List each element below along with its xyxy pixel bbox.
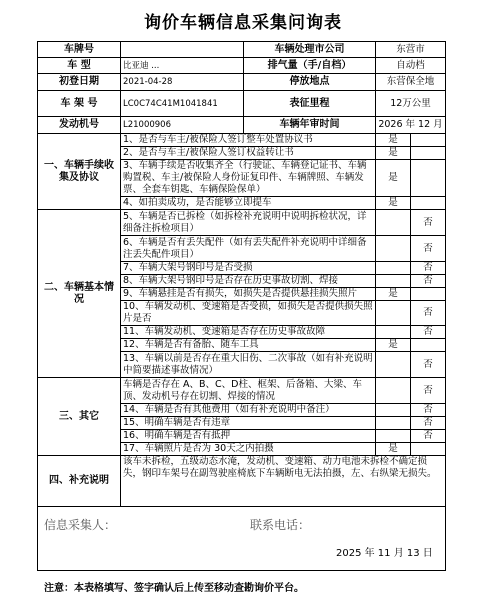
engine-label: 发动机号 bbox=[38, 117, 121, 134]
inspect-value: 2026 年 12 月 bbox=[376, 117, 446, 134]
section-title-4: 四、补充说明 bbox=[38, 456, 121, 507]
item-question: 7、车辆大架号钢印号是否受损 bbox=[121, 262, 376, 275]
item-no: 否 bbox=[411, 430, 446, 443]
item-question: 10、车辆发动机、变速箱是否受损，如损失是否提供损失照片是否 bbox=[121, 301, 376, 326]
item-yes bbox=[376, 210, 411, 236]
signature-cell bbox=[38, 507, 446, 571]
vin-value: LC0C74C41M1041841 bbox=[121, 91, 244, 117]
parking-label: 停放地点 bbox=[244, 74, 376, 91]
parking-value: 东营保全地 bbox=[376, 74, 446, 91]
item-yes bbox=[376, 430, 411, 443]
item-yes: 是 bbox=[376, 197, 411, 210]
item-yes: 是 bbox=[376, 160, 411, 197]
item-no: 否 bbox=[411, 326, 446, 339]
item-no bbox=[411, 443, 446, 456]
item-yes: 是 bbox=[376, 443, 411, 456]
footer-note: 注意：本表格填写、签字确认后上传至移动查勘询价平台。 bbox=[44, 583, 304, 594]
item-question: 车辆是否存在 A、B、C、D柱、框架、后备箱、大梁、车顶、发动机号存在切割、焊接的情况 bbox=[121, 378, 376, 404]
item-question: 11、车辆发动机、变速箱是否存在历史事故故障 bbox=[121, 326, 376, 339]
item-question: 16、明确车辆是否有抵押 bbox=[121, 430, 376, 443]
item-yes bbox=[376, 404, 411, 417]
item-no: 否 bbox=[411, 275, 446, 288]
item-no: 否 bbox=[411, 352, 446, 378]
header-row-plate bbox=[38, 42, 446, 58]
header-row-regdate bbox=[38, 74, 446, 91]
item-yes bbox=[376, 326, 411, 339]
inspect-label: 车辆年审时间 bbox=[244, 117, 376, 134]
item-yes bbox=[376, 301, 411, 326]
item-yes bbox=[376, 352, 411, 378]
item-question: 5、车辆是否已拆检（如拆检补充说明中说明拆检状况，详细备注拆检项目） bbox=[121, 210, 376, 236]
item-question: 3、车辆手续是否收集齐全（行驶证、车辆登记证书、车辆购置税、车主/被保险人身份证复印件、车辆牌照、车辆发票、全套车钥匙、车辆保险保单） bbox=[121, 160, 376, 197]
mileage-label: 表征里程 bbox=[244, 91, 376, 117]
inquiry-table bbox=[37, 41, 446, 571]
item-question: 13、车辆以前是否存在重大旧伤、二次事故（如有补充说明中简要描述事故情况） bbox=[121, 352, 376, 378]
item-question: 12、车辆是否有备胎、随车工具 bbox=[121, 339, 376, 352]
item-question: 15、明确车辆是否有违章 bbox=[121, 417, 376, 430]
item-question: 9、车辆悬挂是否有损失，如损失是否提供悬挂损失照片 bbox=[121, 288, 376, 301]
header-row-engine bbox=[38, 117, 446, 134]
item-no bbox=[411, 288, 446, 301]
item-no bbox=[411, 160, 446, 197]
page-title: 询价车辆信息采集问询表 bbox=[144, 13, 342, 33]
mileage-value: 12万公里 bbox=[376, 91, 446, 117]
transmission-value: 自动档 bbox=[376, 58, 446, 74]
agency-label: 车辆处理市公司 bbox=[244, 42, 376, 58]
item-row bbox=[38, 210, 446, 236]
item-question: 8、车辆大架号钢印号是否存在历史事故切割、焊接 bbox=[121, 275, 376, 288]
item-yes bbox=[376, 378, 411, 404]
item-question: 1、是否与车主/被保险人签订整车处置协议书 bbox=[121, 134, 376, 147]
model-label: 车 型 bbox=[38, 58, 121, 74]
item-no: 否 bbox=[411, 210, 446, 236]
header-row-model bbox=[38, 58, 446, 74]
reg-date-value: 2021-04-28 bbox=[121, 74, 244, 91]
item-no: 否 bbox=[411, 378, 446, 404]
item-yes: 是 bbox=[376, 147, 411, 160]
item-no bbox=[411, 134, 446, 147]
item-no: 否 bbox=[411, 404, 446, 417]
section-title-2: 二、车辆基本情况 bbox=[38, 210, 121, 378]
item-yes bbox=[376, 275, 411, 288]
item-yes: 是 bbox=[376, 134, 411, 147]
item-question: 17、车辆照片是否为 30天之内拍摄 bbox=[121, 443, 376, 456]
vin-label: 车 架 号 bbox=[38, 91, 121, 117]
item-no: 否 bbox=[411, 262, 446, 275]
phone-label: 联系电话： bbox=[250, 518, 311, 532]
item-no bbox=[411, 197, 446, 210]
item-no bbox=[411, 147, 446, 160]
plate-label: 车牌号 bbox=[38, 42, 121, 58]
transmission-label: 排气量（手/自档） bbox=[244, 58, 376, 74]
section-title-3: 三、其它 bbox=[38, 378, 121, 456]
header-row-vin bbox=[38, 91, 446, 117]
item-question: 4、如拍卖成功，是否能够立即提车 bbox=[121, 197, 376, 210]
item-no: 否 bbox=[411, 301, 446, 326]
item-question: 2、是否与车主/被保险人签订权益转让书 bbox=[121, 147, 376, 160]
item-row bbox=[38, 378, 446, 404]
model-value: 比亚迪 ... bbox=[121, 58, 244, 74]
item-no: 否 bbox=[411, 417, 446, 430]
plate-value bbox=[121, 42, 244, 58]
supplement-row bbox=[38, 456, 446, 507]
item-no: 否 bbox=[411, 236, 446, 262]
agency-value: 东营市 bbox=[376, 42, 446, 58]
section-title-1: 一、车辆手续收集及协议 bbox=[38, 134, 121, 210]
engine-value: L21000906 bbox=[121, 117, 244, 134]
signature-date: 2025 年 11 月 13 日 bbox=[336, 548, 433, 559]
item-question: 14、车辆是否有其他费用（如有补充说明中备注） bbox=[121, 404, 376, 417]
item-yes bbox=[376, 417, 411, 430]
collector-label: 信息采集人： bbox=[44, 518, 117, 532]
item-yes: 是 bbox=[376, 339, 411, 352]
item-yes bbox=[376, 262, 411, 275]
signature-row bbox=[38, 507, 446, 571]
item-yes bbox=[376, 236, 411, 262]
item-yes: 是 bbox=[376, 288, 411, 301]
supplement-text: 该车未拆检，五级动态水淹，发动机、变速箱、动力电池未拆检不确定损失，钢印车架号在副驾驶座椅底下车辆断电无法拍摄，左、右纵梁无损失。 bbox=[121, 456, 446, 507]
item-no bbox=[411, 339, 446, 352]
item-row bbox=[38, 134, 446, 147]
item-question: 6、车辆是否有丢失配件（如有丢失配件补充说明中详细备注丢失配件项目） bbox=[121, 236, 376, 262]
reg-date-label: 初登日期 bbox=[38, 74, 121, 91]
